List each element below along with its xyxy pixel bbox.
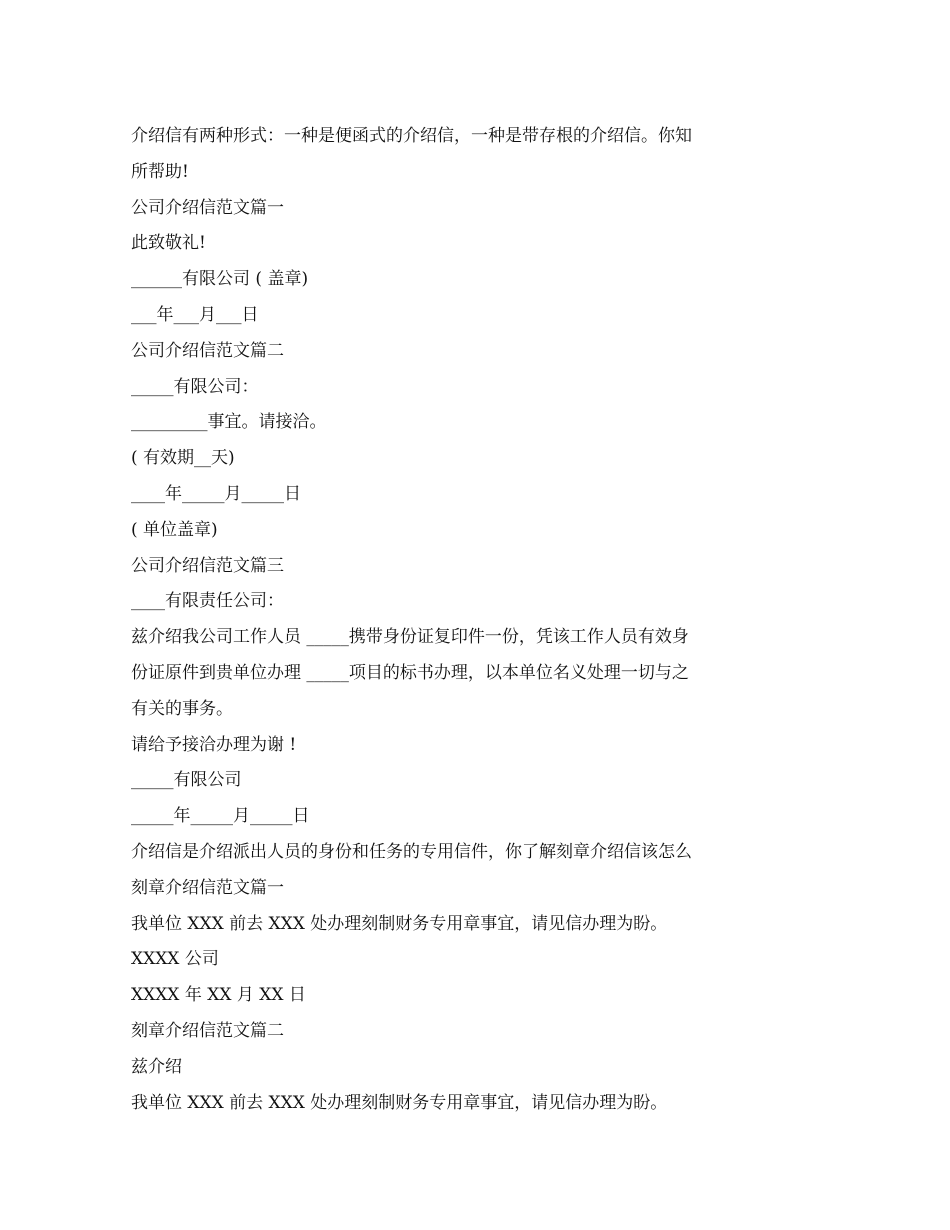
seal-intro-paragraph: 介绍信是介绍派出人员的身份和任务的专用信件，你了解刻章介绍信该怎么 [131, 841, 692, 862]
matter-line: _________事宜。请接洽。 [131, 412, 327, 433]
seal-request-line: 我单位 XXX 前去 XXX 处办理刻制财务专用章事宜，请见信办理为盼。 [131, 913, 668, 934]
company-signature-line: XXXX 公司 [131, 949, 219, 970]
closing-salutation: 此致敬礼! [131, 233, 206, 254]
document-body [131, 119, 771, 1121]
intro-paragraph-line-1: 介绍信有两种形式：一种是便函式的介绍信，一种是带存根的介绍信。你知 [131, 126, 692, 146]
intro-paragraph-line-2: 所帮助! [131, 161, 189, 182]
date-line: ____年_____月_____日 [131, 483, 301, 504]
body-paragraph-line-2: 份证原件到贵单位办理 _____项目的标书办理，以本单位名义处理一切与之 [131, 662, 689, 683]
addressee-line: ____有限责任公司： [131, 591, 284, 612]
request-line: 请给予接洽办理为谢 ! [131, 734, 297, 755]
introduction-line: 兹介绍 [131, 1056, 182, 1077]
date-line: XXXX 年 XX 月 XX 日 [131, 985, 306, 1006]
validity-line: ( 有效期__天) [131, 448, 235, 469]
company-signature-line: _____有限公司 [131, 770, 242, 791]
date-line: _____年_____月_____日 [131, 806, 310, 827]
section-heading-seal-letter-1: 刻章介绍信范文篇一 [131, 877, 284, 898]
addressee-line: _____有限公司： [131, 376, 259, 397]
unit-seal-line: ( 单位盖章) [131, 519, 218, 540]
body-paragraph-line-1: 兹介绍我公司工作人员 _____携带身份证复印件一份，凭该工作人员有效身 [131, 627, 689, 648]
company-seal-line: ______有限公司 ( 盖章) [131, 269, 309, 290]
section-heading-seal-letter-2: 刻章介绍信范文篇二 [131, 1020, 284, 1041]
section-heading-company-letter-1: 公司介绍信范文篇一 [131, 197, 284, 218]
section-heading-company-letter-2: 公司介绍信范文篇二 [131, 340, 284, 361]
section-heading-company-letter-3: 公司介绍信范文篇三 [131, 555, 284, 576]
date-line: ___年___月___日 [131, 304, 259, 325]
body-paragraph-line-3: 有关的事务。 [131, 698, 233, 719]
seal-request-line: 我单位 XXX 前去 XXX 处办理刻制财务专用章事宜，请见信办理为盼。 [131, 1092, 668, 1113]
